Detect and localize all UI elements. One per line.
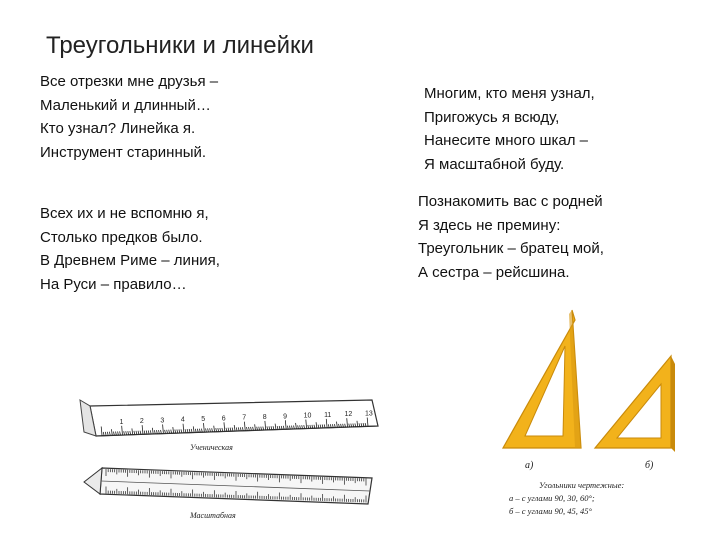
poem-line: Я масштабной буду. [424,155,565,173]
ruler-number: 8 [262,413,267,421]
label-b: б) [645,460,654,471]
scale-ruler-label: Масштабная [190,511,236,520]
figure-caption-2: а – с углами 90, 30, 60°; [509,493,595,503]
figure-caption-1: Угольники чертежные: [539,480,625,490]
set-squares-illustration [495,308,685,523]
label-a: а) [525,460,534,471]
poem-stanza-2 [40,202,220,296]
ruler-number: 9 [283,413,288,421]
poem-line: Многим, кто меня узнал, [424,85,595,102]
rulers-illustration [72,392,382,532]
set-square-b-cutout [617,384,661,438]
poem-line: Треугольник – братец мой, [418,240,604,257]
poem-line: Инструмент старинный. [40,143,207,161]
poem-line: На Руси – правило… [40,275,187,293]
poem-line: Все отрезки мне друзья – [40,73,219,90]
set-square-30-60 [503,310,581,448]
ruler-number: 7 [242,414,247,422]
poem-stanza-3 [424,82,595,176]
school-ruler-label: Ученическая [190,443,233,452]
poem-line: А сестра – рейсшина. [418,263,570,281]
ruler-number: 12 [344,411,353,419]
scale-ruler [84,468,372,520]
poem-line: В Древнем Риме – линия, [40,252,220,269]
poem-line: Я здесь не премину: [418,216,561,234]
poem-line: Нанесите много шкал – [424,132,589,149]
slide-title: Треугольники и линейки [46,32,314,59]
poem-line: Познакомить вас с родней [418,193,603,210]
ruler-number: 6 [221,415,226,423]
poem-stanza-4 [418,190,604,284]
ruler-number: 11 [324,411,332,419]
figure-caption-3: б – с углами 90, 45, 45° [509,506,592,516]
ruler-number: 3 [160,417,165,425]
ruler-number: 4 [180,416,185,424]
ruler-number: 10 [303,412,312,420]
set-square-45-45 [595,356,675,452]
poem-line: Маленький и длинный… [40,96,211,114]
ruler-number: 2 [139,418,144,426]
ruler-number: 1 [119,418,124,426]
poem-line: Пригожусь я всюду, [424,108,560,126]
ruler-number: 13 [365,410,373,418]
poem-line: Всех их и не вспомню я, [40,205,209,222]
set-square-a-cutout [525,346,565,436]
ruler-number: 5 [201,416,206,424]
school-ruler [80,400,378,452]
poem-line: Столько предков было. [40,228,203,246]
poem-line: Кто узнал? Линейка я. [40,120,196,137]
poem-stanza-1 [40,70,218,164]
